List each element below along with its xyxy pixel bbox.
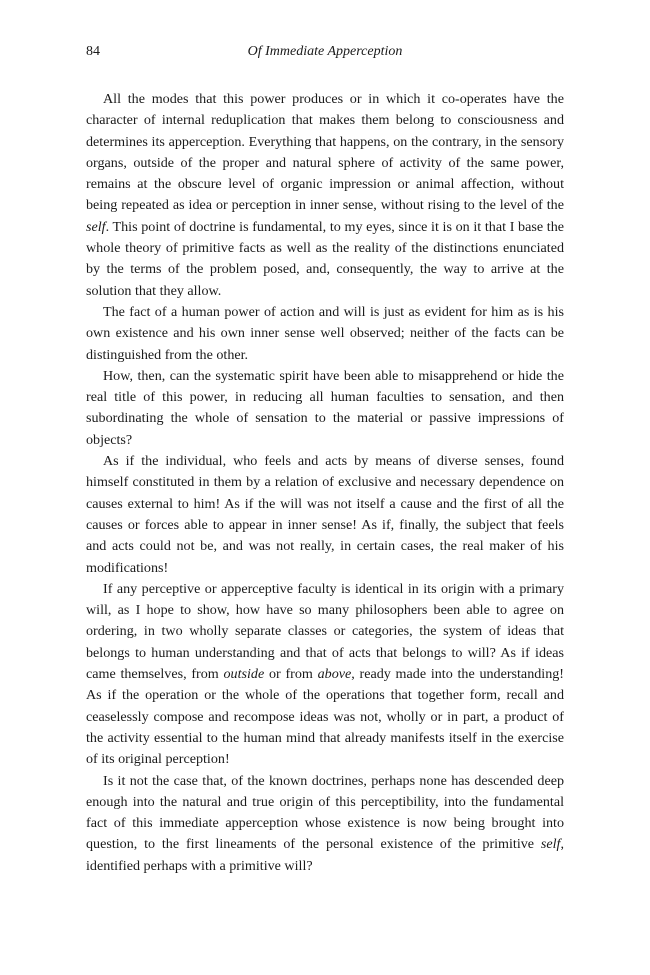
- paragraph: Is it not the case that, of the known doctrines, perhaps none has descended deep enough into the natural and true origin of this perceptibility, into the fundamental fact of this immediate apperception whose existence is now being brought into question, to the first lineaments of the personal existence of the primitive self, identified perhaps with a primitive will?: [86, 772, 564, 874]
- running-title: Of Immediate Apperception: [247, 44, 403, 59]
- page-header: [86, 44, 564, 66]
- body-text: [86, 89, 564, 877]
- paragraph: If any perceptive or apperceptive faculty is identical in its origin with a primary will, as I hope to show, how have so many philosophers been able to agree on ordering, in two wholly separate classes or categories, the system of ideas that belongs to human understanding and that of acts that belongs to will? As if ideas came themselves, from outside or from above, ready made into the understanding! As if the operation or the whole of the operations that together form, recall and ceaselessly compose and recompose ideas was not, wholly or in part, a product of the activity essential to the human mind that already manifests itself in the exercise of its original perception!: [86, 580, 564, 768]
- emphasis: outside: [223, 666, 265, 683]
- emphasis: self: [86, 218, 106, 235]
- emphasis: above: [317, 666, 352, 683]
- paragraph: As if the individual, who feels and acts by means of diverse senses, found himself constituted in them by a relation of exclusive and necessary dependence on causes external to him! As if the will was not itself a cause and the first of all the causes or forces able to appear in inner sense! As if, finally, the subject that feels and acts could not be, and was not really, in certain cases, the real maker of his modifications!: [86, 453, 564, 576]
- page-number: 84: [86, 44, 100, 59]
- paragraph: How, then, can the systematic spirit have been able to misapprehend or hide the real title of this power, in reducing all human faculties to sensation, and then subordinating the whole of sensation to the material or passive impressions of objects?: [86, 367, 564, 448]
- paragraph: All the modes that this power produces or in which it co-operates have the character of internal reduplication that makes them belong to consciousness and determines its apperception. Everything that happens, on the contrary, in the sensory organs, outside of the proper and natural sphere of activity of the same power, remains at the obscure level of organic impression or animal affection, without being repeated as idea or perception in inner sense, without rising to the level of the self. This point of doctrine is fundamental, to my eyes, since it is on it that I base the whole theory of primitive facts as well as the reality of the distinctions enunciated by the terms of the problem posed, and, consequently, the way to arrive at the solution that they allow.: [86, 91, 564, 299]
- paragraph: The fact of a human power of action and will is just as evident for him as is his own existence and his own inner sense well observed; neither of the facts can be distinguished from the other.: [86, 303, 564, 363]
- emphasis: self: [540, 836, 561, 853]
